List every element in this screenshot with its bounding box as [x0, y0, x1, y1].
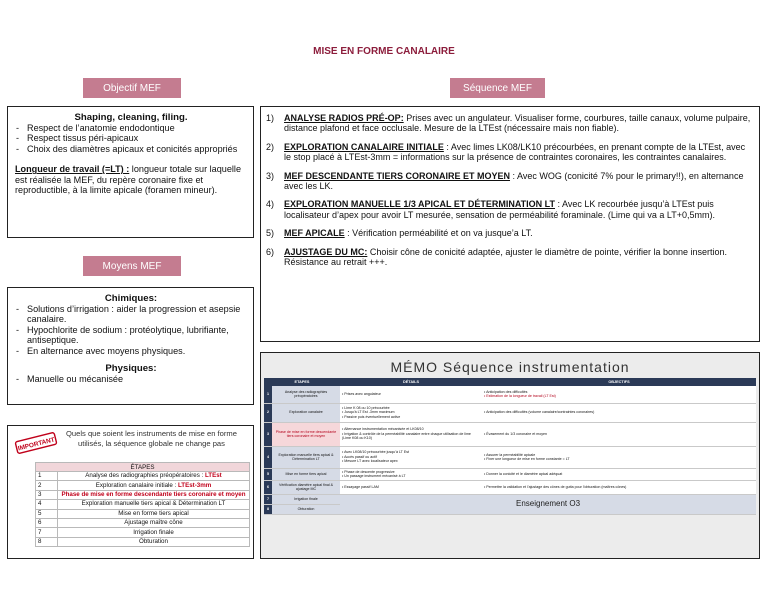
sequence-step-body: : Avec limes LK08/LK10 précourbées, en prenant compte de la LTEst, avec le stop placé à LTEst-3mm = informations sur la présence de contraintes coronaires, les contraintes canalaires. — [284, 141, 746, 163]
etapes-number: 3 — [36, 490, 58, 499]
etapes-label-text: Obturation — [139, 537, 168, 545]
sequence-step-text — [284, 171, 753, 192]
memo-row-etape: Vérification diamètre apical final & ajustage MC — [272, 480, 340, 494]
memo-row-etape: Analyse des radiographies préopératoires — [272, 386, 340, 403]
memo-row-details — [340, 403, 482, 422]
etapes-label — [58, 528, 250, 537]
memo-header-objectifs: OBJECTIFS — [482, 378, 756, 386]
memo-objectif-item: • Permettre la validation et l’ajustage des cônes de gutta pour l’obturation (maîtres cônes) — [484, 485, 754, 489]
etapes-label-highlight: LTEst-3mm — [177, 481, 212, 489]
sequence-step-text — [284, 199, 753, 220]
sequence-step-number: 2) — [266, 141, 275, 152]
longueur-travail-paragraph — [15, 164, 247, 195]
sequence-step-number: 1) — [266, 113, 275, 123]
etapes-label — [58, 518, 250, 527]
sequence-step-number: 5) — [266, 228, 275, 239]
memo-row-details — [340, 468, 482, 480]
objectif-item: - Respect tissus péri-apicaux — [15, 133, 247, 143]
memo-row — [264, 422, 756, 446]
memo-objectif-item: • Estimation de la longueur de travail (LT Est) — [484, 394, 754, 398]
etapes-number: 6 — [36, 518, 58, 527]
sequence-step-text — [284, 228, 753, 238]
chimiques-item: - En alternance avec moyens physiques. — [15, 346, 247, 356]
sequence-step-heading: ANALYSE RADIOS PRÉ-OP: — [284, 113, 404, 123]
etapes-label-text: Analyse des radiographies préopératoires : — [85, 472, 205, 480]
memo-detail-item: • Irrigation & contrôle de la perméabilité canalaire entre chaque utilisation de lime (Lime K08 ou K10) — [342, 432, 480, 441]
etapes-row — [36, 481, 250, 490]
lt-text: longueur totale sur laquelle est réalisée la MEF, du repère coronaire fixe et reproductible, à la limite apicale (foramen mineur). — [15, 164, 242, 196]
moyens-box — [7, 287, 254, 405]
chimiques-list — [15, 304, 247, 356]
sequence-step — [266, 199, 753, 220]
etapes-label — [58, 500, 250, 509]
memo-enseignement: Enseignement O3 — [340, 494, 756, 514]
memo-row-details — [340, 480, 482, 494]
memo-row-number: 8 — [264, 504, 272, 514]
memo-table — [264, 378, 756, 515]
etapes-label — [58, 472, 250, 481]
etapes-label-text: Phase de mise en forme descendante tiers coronaire et moyen — [61, 490, 246, 498]
important-header — [13, 429, 248, 459]
physiques-heading: Physiques: — [105, 363, 157, 375]
sequence-step-text — [284, 113, 753, 134]
sequence-step-number: 6) — [266, 246, 275, 257]
lt-lead: Longueur de travail (=LT) : — [15, 164, 130, 175]
chimiques-item: - Hypochlorite de sodium : protéolytique, lubrifiante, antiseptique. — [15, 325, 247, 346]
memo-header-etapes: ETAPES — [264, 378, 340, 386]
etapes-label — [58, 537, 250, 546]
sequence-step-body: : Avec WOG (conicité 7% pour le primary!!), en alternance avec les LK. — [284, 170, 744, 192]
memo-row-etape: Exploration canalaire — [272, 403, 340, 422]
etapes-label-text: Mise en forme tiers apical — [118, 509, 189, 517]
objectif-pill: Objectif MEF — [83, 78, 181, 98]
etapes-number: 2 — [36, 481, 58, 490]
objectif-item: - Respect de l’anatomie endodontique — [15, 123, 247, 133]
memo-header-details: DÉTAILS — [340, 378, 482, 386]
memo-row — [264, 386, 756, 403]
sequence-step-text — [284, 142, 753, 163]
sequence-step-heading: MEF APICALE — [284, 228, 345, 239]
sequence-step-heading: EXPLORATION MANUELLE 1/3 APICAL ET DÉTERMINATION LT — [284, 199, 556, 210]
memo-detail-item: • Passive puis éventuellement active — [342, 415, 480, 419]
physiques-item: - Manuelle ou mécanisée — [15, 374, 247, 384]
etapes-label-text: Irrigation finale — [133, 528, 174, 536]
memo-detail-item: • Jusqu’à LT Est -3mm maximum — [342, 410, 480, 414]
memo-row — [264, 403, 756, 422]
memo-row-objectifs — [482, 386, 756, 403]
physiques-list — [15, 374, 247, 384]
etapes-row — [36, 509, 250, 518]
sequence-box — [260, 106, 760, 342]
memo-row-etape: Irrigation finale — [272, 494, 340, 504]
chimiques-heading: Chimiques: — [104, 293, 158, 304]
etapes-number: 4 — [36, 500, 58, 509]
objectif-item: - Choix des diamètres apicaux et conicités appropriés — [15, 144, 247, 154]
sequence-pill: Séquence MEF — [450, 78, 545, 98]
memo-image — [260, 352, 760, 559]
etapes-table — [35, 462, 250, 547]
sequence-step-body: : Avec LK recourbée jusqu’à LTEst puis localisateur d’apex pour avoir LT mesurée, sensation de perméabilité foraminale. (Lime qui va a LT+0,5mm). — [284, 199, 715, 220]
memo-detail-item: • Un passage instrument mécanisé à LT — [342, 474, 480, 478]
memo-row-objectifs — [482, 422, 756, 446]
memo-detail-item: • Avec LK08/10 précourbée jusqu’à LT Est — [342, 450, 480, 454]
etapes-label — [58, 509, 250, 518]
etapes-number: 7 — [36, 528, 58, 537]
memo-row-objectifs — [482, 446, 756, 468]
memo-row-objectifs — [482, 468, 756, 480]
memo-row-objectifs — [482, 403, 756, 422]
etapes-label-text: Exploration canalaire initiale : — [95, 481, 178, 489]
sequence-step-text — [284, 247, 753, 268]
stamp-label: IMPORTANT — [17, 436, 56, 453]
sequence-step-body: Prises avec un angulateur. Visualiser forme, courbures, taille canaux, volume pulpaire, distance plafond et face occlusale. Mesure de la LTEst (nécessaire mais non fiable). — [284, 113, 751, 134]
memo-objectif-item: • Anticipation des difficultés (volume canalaire/contraintes coronaires) — [484, 410, 754, 414]
etapes-number: 8 — [36, 537, 58, 546]
sequence-step — [266, 247, 753, 268]
memo-objectif-item: • Donner la conicité et le diamètre apical adéquat — [484, 472, 754, 476]
memo-row-number: 5 — [264, 468, 272, 480]
etapes-row — [36, 537, 250, 546]
important-stamp-icon — [13, 431, 59, 455]
important-text: Quels que soient les instruments de mise en forme utilisés, la séquence globale ne change pas — [66, 429, 237, 448]
memo-detail-item: • Alternance instrumentation mécanisée et LK08/10 — [342, 427, 480, 431]
memo-row-details — [340, 386, 482, 403]
memo-row-number: 2 — [264, 403, 272, 422]
memo-row-details — [340, 422, 482, 446]
etapes-header: ÉTAPES — [36, 463, 250, 472]
memo-objectif-item: • Anticipation des difficultés — [484, 390, 754, 394]
memo-row-etape: Phase de mise en forme descendante tiers coronaire et moyen — [272, 422, 340, 446]
sequence-step-heading: AJUSTAGE DU MC: — [284, 246, 368, 257]
sequence-step — [266, 228, 753, 238]
memo-row-number: 3 — [264, 422, 272, 446]
memo-row — [264, 468, 756, 480]
memo-row — [264, 494, 756, 504]
memo-row-number: 7 — [264, 494, 272, 504]
etapes-label-text: Exploration manuelle tiers apical & Détermination LT — [81, 500, 226, 508]
memo-detail-item: • Phase de descente progressive — [342, 470, 480, 474]
memo-detail-item: • Lime K 08 ou 10 précourbée — [342, 406, 480, 410]
sequence-step-heading: EXPLORATION CANALAIRE INITIALE — [284, 141, 444, 152]
sequence-step-number: 3) — [266, 170, 275, 181]
memo-row-number: 4 — [264, 446, 272, 468]
memo-row — [264, 480, 756, 494]
sequence-step-body: : Vérification perméabilité et on va jusque’a LT. — [344, 228, 533, 239]
memo-detail-item: • Accès passif ou actif — [342, 455, 480, 459]
etapes-label-text: Ajustage maître cône — [124, 519, 183, 527]
memo-detail-item: • Mesure LT avec localisateur apex — [342, 459, 480, 463]
moyens-pill: Moyens MEF — [83, 256, 181, 276]
objectif-list — [15, 123, 247, 154]
sequence-step-heading: MEF DESCENDANTE TIERS CORONAIRE ET MOYEN — [284, 170, 511, 181]
page-title: MISE EN FORME CANALAIRE — [313, 46, 455, 57]
sequence-step-number: 4) — [266, 199, 275, 210]
memo-row — [264, 446, 756, 468]
memo-objectif-item: • Assurer la perméabilité apicale — [484, 453, 754, 457]
memo-row-details — [340, 446, 482, 468]
sequence-step — [266, 142, 753, 163]
memo-objectif-item: • Évasement du 1/3 coronaire et moyen — [484, 432, 754, 436]
etapes-row — [36, 528, 250, 537]
sequence-step — [266, 171, 753, 192]
memo-title: MÉMO Séquence instrumentation — [390, 359, 630, 375]
sequence-step — [266, 113, 753, 134]
etapes-row — [36, 490, 250, 499]
memo-row-objectifs — [482, 480, 756, 494]
objectif-heading: Shaping, cleaning, filing. — [74, 112, 188, 123]
memo-row-number: 1 — [264, 386, 272, 403]
etapes-label-highlight: LTEst — [204, 472, 222, 480]
memo-row-etape: Obturation — [272, 504, 340, 514]
etapes-row — [36, 518, 250, 527]
memo-detail-item: • Prises avec angulateur — [342, 392, 480, 396]
objectif-box — [7, 106, 254, 238]
etapes-label — [58, 481, 250, 490]
etapes-number: 1 — [36, 472, 58, 481]
memo-objectif-item: • Fixer une longueur de mise en forme constante = LT — [484, 457, 754, 461]
important-box — [7, 425, 254, 559]
etapes-label — [58, 490, 250, 499]
memo-detail-item: • Essayage passif LAM — [342, 485, 480, 489]
etapes-row — [36, 500, 250, 509]
etapes-row — [36, 472, 250, 481]
memo-row-etape: Exploration manuelle tiers apical & Détermination LT — [272, 446, 340, 468]
etapes-number: 5 — [36, 509, 58, 518]
memo-row-etape: Mise en forme tiers apical — [272, 468, 340, 480]
sequence-step-body: Choisir cône de conicité adaptée, ajuster le diamètre de pointe, vérifier la bonne insertion. Résistance au retrait +++. — [284, 246, 728, 268]
chimiques-item: - Solutions d’irrigation : aider la progression et asepsie canalaire. — [15, 304, 247, 325]
memo-row-number: 6 — [264, 480, 272, 494]
